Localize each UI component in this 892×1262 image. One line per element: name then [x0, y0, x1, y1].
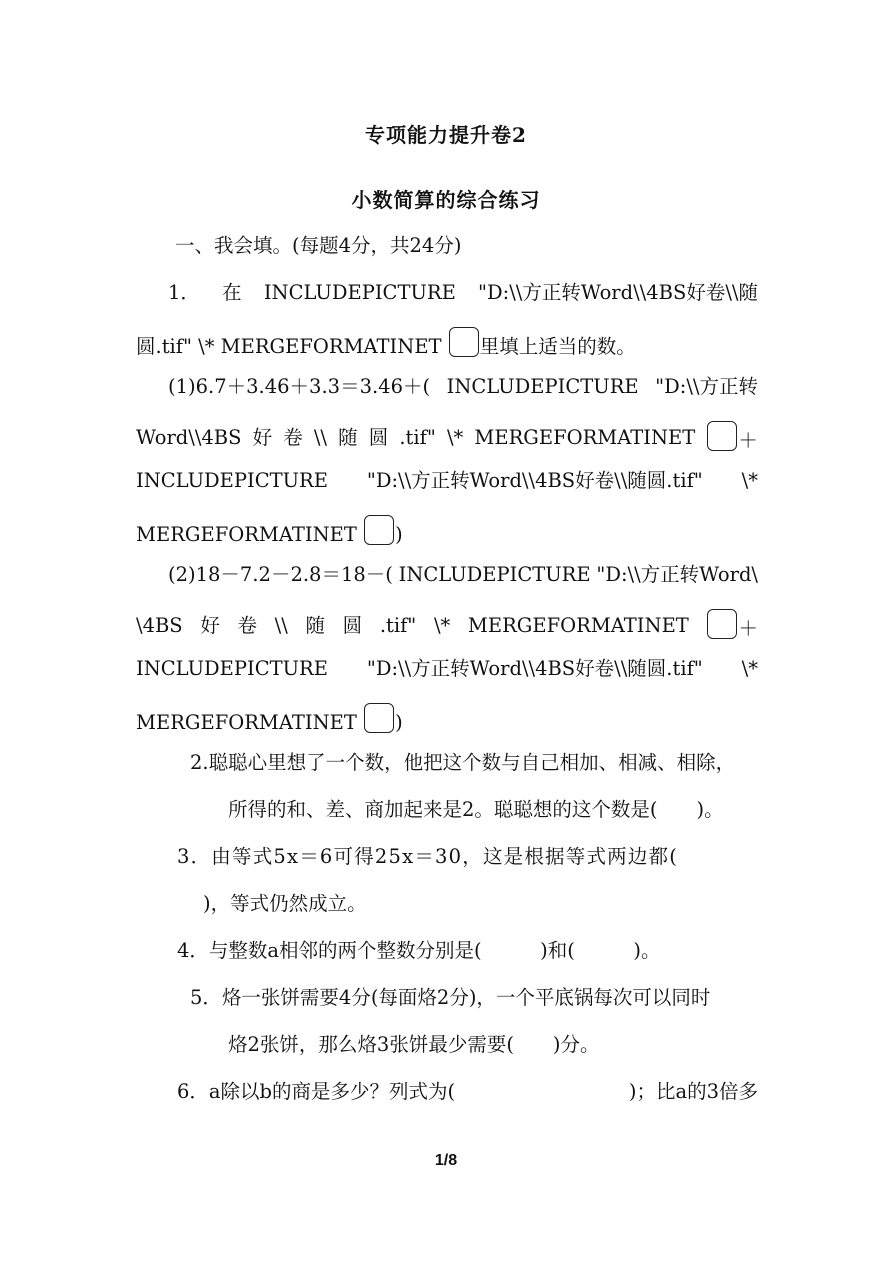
box-plus	[706, 421, 758, 454]
q5-line1: 5．烙一张饼需要4分(每面烙2分)，一个平底锅每次可以同时	[190, 986, 711, 1009]
text: INCLUDEPICTURE	[446, 375, 639, 398]
text: MERGEFORMATINET	[474, 425, 696, 449]
text: INCLUDEPICTURE	[136, 657, 328, 680]
q2-line1: 2.聪聪心里想了一个数，他把这个数与自己相加、相减、相除，	[190, 751, 736, 774]
q1-s2-line2	[136, 609, 758, 642]
q3-line1: 3．由等式5x＝6可得25x＝30，这是根据等式两边都(	[177, 845, 679, 868]
text: INCLUDEPICTURE	[263, 281, 456, 304]
q1-s2-line3	[136, 656, 758, 682]
text: \\	[274, 613, 288, 637]
text: 卷	[283, 425, 303, 449]
text: \\	[313, 425, 327, 449]
q1-line1	[168, 280, 758, 306]
text: "D:\\方正转Word\\4BS好卷\\随圆.tif"	[366, 469, 703, 492]
text: .tif"	[399, 425, 436, 449]
page-number: 1/8	[434, 1152, 458, 1169]
text: 好	[200, 613, 220, 637]
text: 卷	[237, 613, 258, 637]
q1-s1-line4	[136, 515, 403, 548]
q1-s2-line1	[168, 562, 758, 588]
text: "D:\\方正转Word\\4BS好卷\\随	[478, 281, 758, 304]
text: INCLUDEPICTURE	[136, 469, 328, 492]
q1-s1-line2	[136, 421, 758, 454]
text: 圆	[368, 425, 389, 449]
answer-box[interactable]	[364, 703, 394, 733]
answer-box[interactable]	[707, 609, 737, 639]
text: 6．a除以b的商是多少？列式为(	[177, 1080, 456, 1103]
text: \4BS	[136, 613, 183, 637]
text: 随	[305, 613, 325, 637]
q1-s1-line3	[136, 468, 758, 494]
section1-heading: 一、我会填。(每题4分，共24分)	[175, 234, 462, 257]
q2-line2: 所得的和、差、商加起来是2。聪聪想的这个数是( )。	[228, 798, 724, 821]
answer-box[interactable]	[449, 327, 479, 357]
text: \*	[741, 657, 758, 680]
page-subtitle: 小数简算的综合练习	[351, 188, 541, 212]
text: INCLUDEPICTURE	[398, 563, 591, 586]
text: )	[395, 711, 403, 734]
q1-line2	[136, 327, 636, 360]
text: 好	[252, 425, 273, 449]
q1-s1-line1	[168, 374, 758, 400]
text: ＋	[738, 429, 758, 452]
text: 圆.tif" \* MERGEFORMATINET	[136, 335, 442, 358]
text: "D:\\方正转	[655, 375, 758, 398]
text: )；比a的3倍多	[628, 1080, 758, 1103]
q6	[177, 1079, 758, 1105]
q4: 4．与整数a相邻的两个整数分别是( )和( )。	[177, 939, 661, 962]
text: 在	[222, 281, 242, 304]
text: ＋	[738, 617, 758, 640]
text: \*	[433, 613, 451, 637]
page-title: 专项能力提升卷2	[365, 123, 527, 147]
text: (2)18－7.2－2.8＝18－(	[168, 563, 393, 586]
q5-line2: 烙2张饼，那么烙3张饼最少需要( )分。	[228, 1033, 600, 1056]
box-plus	[706, 609, 758, 642]
text: 1．	[168, 281, 200, 304]
text: "D:\\方正转Word\	[596, 563, 758, 586]
text: 里填上适当的数。	[479, 335, 636, 358]
q3-line2: )，等式仍然成立。	[203, 892, 367, 915]
text: "D:\\方正转Word\\4BS好卷\\随圆.tif"	[366, 657, 703, 680]
text: (1)6.7＋3.46＋3.3＝3.46＋(	[168, 375, 431, 398]
answer-box[interactable]	[707, 421, 737, 451]
answer-box[interactable]	[364, 515, 394, 545]
text: )	[395, 523, 403, 546]
text: \*	[741, 469, 758, 492]
text: MERGEFORMATINET	[136, 523, 357, 546]
text: MERGEFORMATINET	[467, 613, 689, 637]
text: 圆	[342, 613, 363, 637]
text: Word\\4BS	[136, 425, 242, 449]
text: MERGEFORMATINET	[136, 711, 357, 734]
q1-s2-line4	[136, 703, 403, 736]
text: .tif"	[379, 613, 417, 637]
text: 随	[338, 425, 358, 449]
text: \*	[446, 425, 464, 449]
